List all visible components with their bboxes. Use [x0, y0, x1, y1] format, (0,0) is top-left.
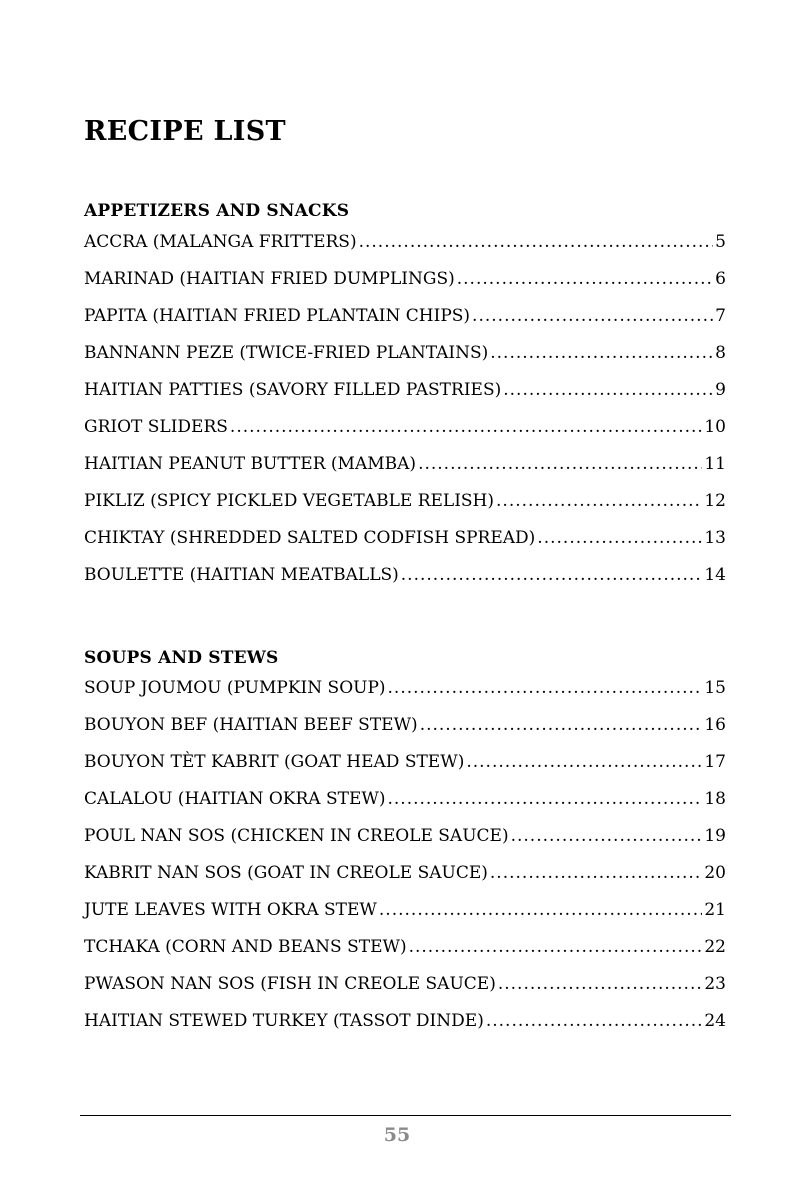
- recipe-page-number: 8: [715, 343, 726, 363]
- recipe-list-soups: [84, 678, 726, 1048]
- dot-leader: [498, 974, 703, 994]
- dot-leader: [457, 269, 713, 289]
- recipe-name: BOUYON BEF (HAITIAN BEEF STEW): [84, 715, 418, 735]
- recipe-page-number: 18: [704, 789, 726, 809]
- recipe-entry[interactable]: [84, 678, 726, 715]
- recipe-entry[interactable]: [84, 974, 726, 1011]
- dot-leader: [466, 752, 702, 772]
- section-heading-soups: SOUPS AND STEWS: [84, 648, 279, 668]
- recipe-name: SOUP JOUMOU (PUMPKIN SOUP): [84, 678, 386, 698]
- recipe-entry[interactable]: [84, 343, 726, 380]
- recipe-page-number: 14: [704, 565, 726, 585]
- recipe-entry[interactable]: [84, 454, 726, 491]
- recipe-page-number: 24: [704, 1011, 726, 1031]
- dot-leader: [359, 232, 714, 252]
- dot-leader: [387, 789, 702, 809]
- recipe-name: PIKLIZ (SPICY PICKLED VEGETABLE RELISH): [84, 491, 495, 511]
- recipe-name: MARINAD (HAITIAN FRIED DUMPLINGS): [84, 269, 455, 289]
- recipe-entry[interactable]: [84, 380, 726, 417]
- recipe-name: PAPITA (HAITIAN FRIED PLANTAIN CHIPS): [84, 306, 471, 326]
- dot-leader: [472, 306, 713, 326]
- recipe-entry[interactable]: [84, 269, 726, 306]
- dot-leader: [401, 565, 703, 585]
- recipe-list-appetizers: [84, 232, 726, 602]
- recipe-entry[interactable]: [84, 937, 726, 974]
- dot-leader: [420, 715, 703, 735]
- recipe-name: HAITIAN PATTIES (SAVORY FILLED PASTRIES): [84, 380, 502, 400]
- recipe-page-number: 11: [704, 454, 726, 474]
- dot-leader: [490, 863, 702, 883]
- recipe-entry[interactable]: [84, 491, 726, 528]
- recipe-page-number: 17: [704, 752, 726, 772]
- dot-leader: [537, 528, 702, 548]
- page-title: RECIPE LIST: [84, 116, 286, 147]
- recipe-page-number: 15: [704, 678, 726, 698]
- recipe-page-number: 20: [704, 863, 726, 883]
- recipe-entry[interactable]: [84, 752, 726, 789]
- recipe-name: HAITIAN STEWED TURKEY (TASSOT DINDE): [84, 1011, 484, 1031]
- recipe-entry[interactable]: [84, 826, 726, 863]
- section-heading-appetizers: APPETIZERS AND SNACKS: [84, 201, 350, 221]
- recipe-entry[interactable]: [84, 565, 726, 602]
- recipe-name: PWASON NAN SOS (FISH IN CREOLE SAUCE): [84, 974, 496, 994]
- footer-page-number: 55: [383, 1124, 411, 1146]
- recipe-page-number: 5: [715, 232, 726, 252]
- recipe-name: KABRIT NAN SOS (GOAT IN CREOLE SAUCE): [84, 863, 488, 883]
- recipe-page-number: 9: [715, 380, 726, 400]
- recipe-page-number: 21: [704, 900, 726, 920]
- recipe-entry[interactable]: [84, 715, 726, 752]
- recipe-name: GRIOT SLIDERS: [84, 417, 228, 437]
- recipe-entry[interactable]: [84, 1011, 726, 1048]
- recipe-name: BOUYON TÈT KABRIT (GOAT HEAD STEW): [84, 752, 465, 772]
- recipe-entry[interactable]: [84, 863, 726, 900]
- recipe-entry[interactable]: [84, 232, 726, 269]
- dot-leader: [230, 417, 702, 437]
- recipe-name: POUL NAN SOS (CHICKEN IN CREOLE SAUCE): [84, 826, 509, 846]
- dot-leader: [511, 826, 703, 846]
- recipe-entry[interactable]: [84, 306, 726, 343]
- dot-leader: [496, 491, 702, 511]
- recipe-entry[interactable]: [84, 900, 726, 937]
- dot-leader: [503, 380, 713, 400]
- recipe-page-number: 10: [704, 417, 726, 437]
- dot-leader: [418, 454, 702, 474]
- recipe-page-number: 23: [704, 974, 726, 994]
- dot-leader: [379, 900, 702, 920]
- recipe-page-number: 16: [704, 715, 726, 735]
- recipe-name: HAITIAN PEANUT BUTTER (MAMBA): [84, 454, 417, 474]
- recipe-page-number: 13: [704, 528, 726, 548]
- recipe-name: CALALOU (HAITIAN OKRA STEW): [84, 789, 386, 809]
- recipe-name: BANNANN PEZE (TWICE-FRIED PLANTAINS): [84, 343, 489, 363]
- dot-leader: [388, 678, 703, 698]
- recipe-page-number: 12: [704, 491, 726, 511]
- dot-leader: [486, 1011, 703, 1031]
- recipe-page-number: 22: [704, 937, 726, 957]
- recipe-entry[interactable]: [84, 789, 726, 826]
- recipe-page-number: 19: [704, 826, 726, 846]
- recipe-name: BOULETTE (HAITIAN MEATBALLS): [84, 565, 399, 585]
- recipe-entry[interactable]: [84, 528, 726, 565]
- dot-leader: [490, 343, 713, 363]
- recipe-name: JUTE LEAVES WITH OKRA STEW: [84, 900, 377, 920]
- footer-rule: [80, 1115, 731, 1116]
- recipe-name: CHIKTAY (SHREDDED SALTED CODFISH SPREAD): [84, 528, 536, 548]
- recipe-page-number: 7: [715, 306, 726, 326]
- recipe-name: ACCRA (MALANGA FRITTERS): [84, 232, 357, 252]
- recipe-entry[interactable]: [84, 417, 726, 454]
- recipe-name: TCHAKA (CORN AND BEANS STEW): [84, 937, 407, 957]
- recipe-page-number: 6: [715, 269, 726, 289]
- dot-leader: [409, 937, 703, 957]
